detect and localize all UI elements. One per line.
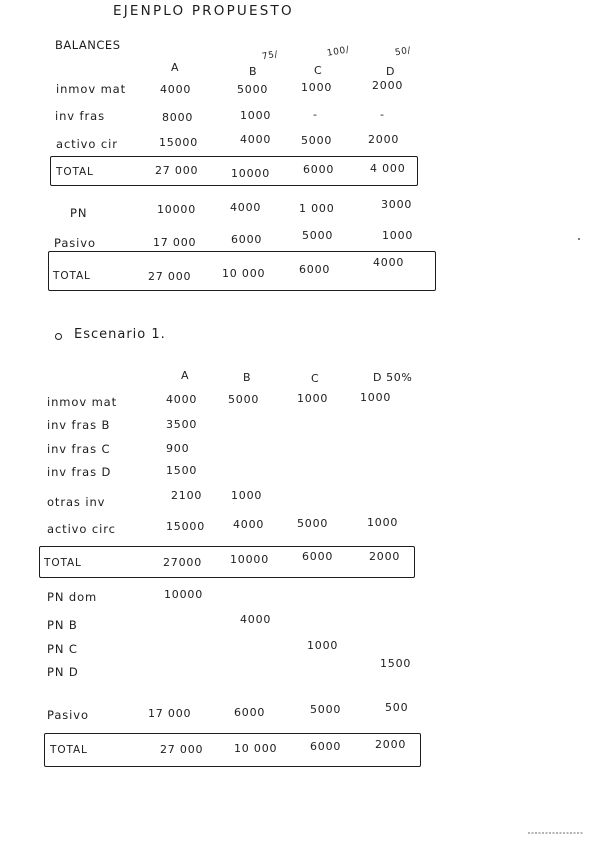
cell-value: 4000 — [233, 518, 265, 531]
total-value: 6000 — [302, 550, 334, 563]
cell-value: 1 000 — [299, 202, 335, 215]
row-label: activo circ — [47, 522, 116, 536]
total-value: 4000 — [373, 256, 405, 269]
row-label: inmov mat — [47, 395, 118, 409]
cell-value: 15000 — [159, 136, 198, 149]
page-title: EJENPLO PROPUESTO — [113, 3, 294, 19]
scan-watermark-mark — [528, 830, 584, 836]
column-header-b: B — [243, 371, 252, 384]
cell-value: 17 000 — [153, 236, 197, 249]
cell-value: 1000 — [367, 516, 399, 529]
column-header-d: D — [386, 65, 396, 78]
cell-value: 5000 — [302, 229, 334, 242]
cell-value: 1000 — [307, 639, 339, 652]
row-label: activo cir — [56, 137, 118, 151]
cell-value: - — [380, 108, 385, 121]
total-box — [39, 546, 415, 578]
cell-value: 8000 — [162, 111, 194, 124]
cell-value: 5000 — [301, 134, 333, 147]
cell-value: 1000 — [360, 391, 392, 404]
total-label: TOTAL — [50, 744, 88, 756]
cell-value: 1000 — [382, 229, 414, 242]
cell-value: 6000 — [231, 233, 263, 246]
cell-value: 4000 — [230, 201, 262, 214]
column-header-c: C — [314, 64, 323, 77]
cell-value: 10000 — [164, 588, 203, 601]
total-label: TOTAL — [44, 557, 82, 569]
row-label: inv fras C — [47, 442, 111, 456]
row-label: otras inv — [47, 495, 106, 509]
cell-value: 4000 — [240, 613, 272, 626]
row-label: PN — [70, 206, 88, 220]
column-header-b: B — [249, 65, 258, 78]
cell-value: 2000 — [372, 79, 404, 92]
cell-value: 3000 — [381, 198, 413, 211]
cell-value: 3500 — [166, 418, 198, 431]
cell-value: 500 — [385, 701, 409, 714]
row-label: PN B — [47, 618, 78, 632]
row-label: Pasivo — [47, 708, 89, 722]
row-label: inmov mat — [56, 82, 127, 96]
cell-value: 6000 — [234, 706, 266, 719]
total-value: 4 000 — [370, 162, 406, 175]
total-value: 27 000 — [160, 743, 204, 756]
total-value: 6000 — [303, 163, 335, 176]
row-label: Pasivo — [54, 236, 96, 250]
row-label: PN dom — [47, 590, 98, 604]
total-value: 27 000 — [148, 270, 192, 283]
total-label: TOTAL — [56, 166, 94, 178]
cell-value: 900 — [166, 442, 190, 455]
cell-value: 5000 — [237, 83, 269, 96]
scan-speck — [578, 238, 580, 240]
cell-value: 1000 — [231, 489, 263, 502]
column-header-a: A — [171, 61, 180, 74]
percent-c: 100/ — [326, 45, 351, 59]
column-header-c: C — [311, 372, 320, 385]
cell-value: 1000 — [301, 81, 333, 94]
row-label: inv fras — [55, 109, 105, 123]
row-label: PN C — [47, 642, 78, 656]
total-label: TOTAL — [53, 270, 91, 282]
cell-value: - — [313, 108, 318, 121]
cell-value: 2100 — [171, 489, 203, 502]
cell-value: 17 000 — [148, 707, 192, 720]
row-label: PN D — [47, 665, 79, 679]
cell-value: 1000 — [240, 109, 272, 122]
cell-value: 10000 — [157, 203, 196, 216]
percent-d: 50/ — [394, 45, 413, 59]
row-label: inv fras D — [47, 465, 112, 479]
total-value: 27000 — [163, 556, 202, 569]
total-value: 2000 — [369, 550, 401, 563]
total-value: 10000 — [231, 167, 270, 180]
total-value: 10000 — [230, 553, 269, 566]
cell-value: 15000 — [166, 520, 205, 533]
cell-value: 5000 — [310, 703, 342, 716]
total-value: 10 000 — [234, 742, 278, 755]
escenario-heading: Escenario 1. — [74, 327, 166, 342]
total-value: 6000 — [310, 740, 342, 753]
cell-value: 1500 — [380, 657, 412, 670]
percent-b: 75/ — [261, 49, 280, 63]
cell-value: 4000 — [240, 133, 272, 146]
cell-value: 1000 — [297, 392, 329, 405]
total-box — [44, 733, 421, 767]
total-value: 2000 — [375, 738, 407, 751]
total-value: 27 000 — [155, 164, 199, 177]
column-header-d: D 50% — [373, 371, 413, 384]
balances-heading: BALANCES — [55, 38, 121, 52]
cell-value: 2000 — [368, 133, 400, 146]
cell-value: 5000 — [228, 393, 260, 406]
cell-value: 1500 — [166, 464, 198, 477]
total-value: 6000 — [299, 263, 331, 276]
cell-value: 4000 — [160, 83, 192, 96]
bullet-icon — [55, 333, 62, 340]
column-header-a: A — [181, 369, 190, 382]
cell-value: 4000 — [166, 393, 198, 406]
total-value: 10 000 — [222, 267, 266, 280]
row-label: inv fras B — [47, 418, 111, 432]
cell-value: 5000 — [297, 517, 329, 530]
